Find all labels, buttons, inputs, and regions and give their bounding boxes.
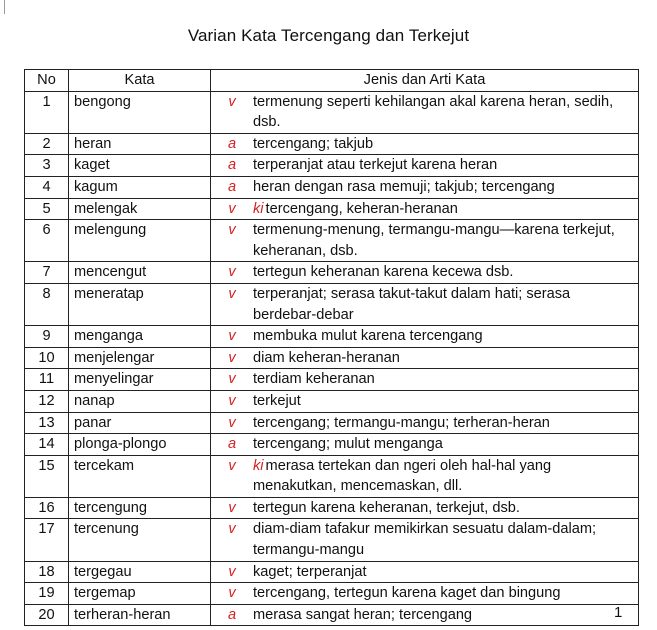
word-class: v xyxy=(228,414,236,431)
row-meaning-cell xyxy=(211,497,639,519)
table-row xyxy=(25,412,639,434)
row-word: meneratap xyxy=(69,283,211,325)
row-meaning-cell xyxy=(211,283,639,325)
row-word: melengung xyxy=(69,220,211,262)
meaning-text: merasa tertekan dan ngeri oleh hal-hal yang menakutkan, mencemaskan, dll. xyxy=(253,457,552,495)
document-title: Varian Kata Tercengang dan Terkejut xyxy=(187,26,470,45)
row-number: 2 xyxy=(25,133,69,155)
word-table xyxy=(24,69,639,626)
table-row xyxy=(25,583,639,605)
row-word: menyelingar xyxy=(69,369,211,391)
table-row xyxy=(25,434,639,456)
row-meaning-cell xyxy=(211,455,639,497)
row-word: heran xyxy=(69,133,211,155)
meaning-wrap xyxy=(211,498,635,519)
word-class: a xyxy=(227,436,237,453)
row-word: nanap xyxy=(69,390,211,412)
meaning-wrap xyxy=(211,262,635,283)
meaning-text-wrap xyxy=(253,498,635,519)
row-word: tergegau xyxy=(69,561,211,583)
meaning-wrap xyxy=(211,369,635,390)
row-meaning-cell xyxy=(211,412,639,434)
word-class: v xyxy=(228,285,236,302)
word-class: v xyxy=(228,563,236,580)
table-row xyxy=(25,455,639,497)
meaning-text: tercengang; mulut menganga xyxy=(253,436,443,453)
meaning-wrap xyxy=(211,199,635,220)
table-row xyxy=(25,326,639,348)
row-number: 7 xyxy=(25,262,69,284)
meaning-text: heran dengan rasa memuji; takjub; tercengang xyxy=(253,178,555,195)
word-class: v xyxy=(228,349,236,366)
meaning-text-wrap xyxy=(253,348,635,369)
word-class: v xyxy=(228,457,236,474)
meaning-wrap xyxy=(211,583,635,604)
meaning-wrap xyxy=(211,92,635,133)
row-word: bengong xyxy=(69,91,211,133)
meaning-wrap xyxy=(211,562,635,583)
row-number: 17 xyxy=(25,519,69,561)
meaning-text-wrap xyxy=(253,284,635,325)
meaning-text-wrap xyxy=(253,391,635,412)
meaning-text: diam keheran-heranan xyxy=(253,349,400,366)
meaning-wrap xyxy=(211,155,635,176)
meaning-wrap xyxy=(211,177,635,198)
row-number: 14 xyxy=(25,434,69,456)
row-word: tercekam xyxy=(69,455,211,497)
table-row xyxy=(25,604,639,626)
meaning-text: membuka mulut karena tercengang xyxy=(253,328,483,345)
meaning-text: tercengang; takjub xyxy=(253,135,374,152)
row-meaning-cell xyxy=(211,326,639,348)
table-row xyxy=(25,155,639,177)
row-number: 13 xyxy=(25,412,69,434)
table-row xyxy=(25,497,639,519)
table-row xyxy=(25,198,639,220)
row-number: 1 xyxy=(25,91,69,133)
meaning-text: tercengang, tertegun karena kaget dan bingung xyxy=(253,585,561,602)
meaning-text: tertegun karena keheranan, terkejut, dsb. xyxy=(253,499,520,516)
table-row xyxy=(25,91,639,133)
row-meaning-cell xyxy=(211,561,639,583)
header-no: No xyxy=(25,70,69,92)
meaning-text-wrap xyxy=(253,413,635,434)
meaning-text: terkejut xyxy=(253,392,301,409)
meaning-text-wrap xyxy=(253,220,635,261)
word-class: v xyxy=(228,521,236,538)
row-word: melengak xyxy=(69,198,211,220)
usage-label: ki xyxy=(253,200,264,217)
row-word: panar xyxy=(69,412,211,434)
row-number: 16 xyxy=(25,497,69,519)
table-row xyxy=(25,519,639,561)
meaning-text: merasa sangat heran; tercengang xyxy=(253,606,473,623)
meaning-text-wrap xyxy=(253,177,635,198)
row-meaning-cell xyxy=(211,519,639,561)
row-word: kagum xyxy=(69,176,211,198)
word-class: a xyxy=(227,606,237,623)
meaning-wrap xyxy=(211,413,635,434)
table-row xyxy=(25,561,639,583)
meaning-text: diam-diam tafakur memikirkan sesuatu dalam-dalam; termangu-mangu xyxy=(253,521,597,559)
meaning-text-wrap xyxy=(253,199,635,220)
table-header xyxy=(25,70,639,92)
table-body xyxy=(25,91,639,626)
row-word: tercenung xyxy=(69,519,211,561)
row-number: 18 xyxy=(25,561,69,583)
meaning-wrap xyxy=(211,348,635,369)
header-arti: Jenis dan Arti Kata xyxy=(211,70,639,92)
word-class: v xyxy=(228,585,236,602)
meaning-text-wrap xyxy=(253,583,635,604)
table-row xyxy=(25,133,639,155)
table-row xyxy=(25,176,639,198)
row-number: 12 xyxy=(25,390,69,412)
row-meaning-cell xyxy=(211,434,639,456)
row-meaning-cell xyxy=(211,133,639,155)
word-class: a xyxy=(227,135,237,152)
meaning-wrap xyxy=(211,134,635,155)
row-number: 15 xyxy=(25,455,69,497)
word-class: v xyxy=(228,328,236,345)
table-row xyxy=(25,390,639,412)
row-number: 20 xyxy=(25,604,69,626)
meaning-wrap xyxy=(211,519,635,560)
row-meaning-cell xyxy=(211,176,639,198)
row-word: menganga xyxy=(69,326,211,348)
row-meaning-cell xyxy=(211,155,639,177)
row-meaning-cell xyxy=(211,347,639,369)
row-number: 6 xyxy=(25,220,69,262)
row-meaning-cell xyxy=(211,583,639,605)
table-row xyxy=(25,283,639,325)
table-row xyxy=(25,347,639,369)
meaning-text-wrap xyxy=(253,155,635,176)
row-meaning-cell xyxy=(211,262,639,284)
meaning-wrap xyxy=(211,605,635,626)
meaning-text-wrap xyxy=(253,92,635,133)
word-class: v xyxy=(228,499,236,516)
meaning-text: tercengang, keheran-heranan xyxy=(265,200,458,217)
row-number: 9 xyxy=(25,326,69,348)
meaning-text-wrap xyxy=(253,369,635,390)
meaning-text: tercengang; termangu-mangu; terheran-heran xyxy=(253,414,550,431)
row-number: 4 xyxy=(25,176,69,198)
row-meaning-cell xyxy=(211,604,639,626)
page-number: 1 xyxy=(614,604,623,621)
meaning-wrap xyxy=(211,326,635,347)
meaning-text: termenung seperti kehilangan akal karena heran, sedih, dsb. xyxy=(253,93,614,131)
row-word: plonga-plongo xyxy=(69,434,211,456)
meaning-text-wrap xyxy=(253,456,635,497)
meaning-text: terperanjat; serasa takut-takut dalam hati; serasa berdebar-debar xyxy=(253,285,571,323)
meaning-wrap xyxy=(211,456,635,497)
row-word: tergemap xyxy=(69,583,211,605)
row-meaning-cell xyxy=(211,369,639,391)
row-word: terheran-heran xyxy=(69,604,211,626)
word-class: v xyxy=(228,371,236,388)
meaning-text-wrap xyxy=(253,519,635,560)
row-word: tercengung xyxy=(69,497,211,519)
row-number: 10 xyxy=(25,347,69,369)
meaning-wrap xyxy=(211,284,635,325)
row-meaning-cell xyxy=(211,91,639,133)
row-number: 3 xyxy=(25,155,69,177)
row-number: 19 xyxy=(25,583,69,605)
meaning-text: kaget; terperanjat xyxy=(253,563,367,580)
meaning-wrap xyxy=(211,434,635,455)
row-number: 8 xyxy=(25,283,69,325)
table-row xyxy=(25,220,639,262)
row-word: mencengut xyxy=(69,262,211,284)
meaning-text-wrap xyxy=(253,326,635,347)
word-class: a xyxy=(227,157,237,174)
meaning-text-wrap xyxy=(253,262,635,283)
row-number: 5 xyxy=(25,198,69,220)
meaning-text: terdiam keheranan xyxy=(253,371,375,388)
word-class: v xyxy=(228,392,236,409)
meaning-text-wrap xyxy=(253,605,635,626)
meaning-wrap xyxy=(211,220,635,261)
table-row xyxy=(25,262,639,284)
table-row xyxy=(25,369,639,391)
word-class: v xyxy=(228,222,236,239)
meaning-text: termenung-menung, termangu-mangu—karena terkejut, keheranan, dsb. xyxy=(253,222,615,259)
word-class: v xyxy=(228,264,236,281)
meaning-text-wrap xyxy=(253,134,635,155)
row-word: kaget xyxy=(69,155,211,177)
word-class: v xyxy=(228,200,236,217)
meaning-text: terperanjat atau terkejut karena heran xyxy=(253,157,498,174)
corner-mark xyxy=(4,0,5,14)
word-class: a xyxy=(227,178,237,195)
row-number: 11 xyxy=(25,369,69,391)
header-row xyxy=(25,70,639,92)
row-word: menjelengar xyxy=(69,347,211,369)
meaning-wrap xyxy=(211,391,635,412)
meaning-text-wrap xyxy=(253,434,635,455)
meaning-text: tertegun keheranan karena kecewa dsb. xyxy=(253,264,514,281)
usage-label: ki xyxy=(253,457,264,474)
word-class: v xyxy=(228,93,236,110)
header-kata: Kata xyxy=(69,70,211,92)
meaning-text-wrap xyxy=(253,562,635,583)
row-meaning-cell xyxy=(211,220,639,262)
row-meaning-cell xyxy=(211,390,639,412)
row-meaning-cell xyxy=(211,198,639,220)
